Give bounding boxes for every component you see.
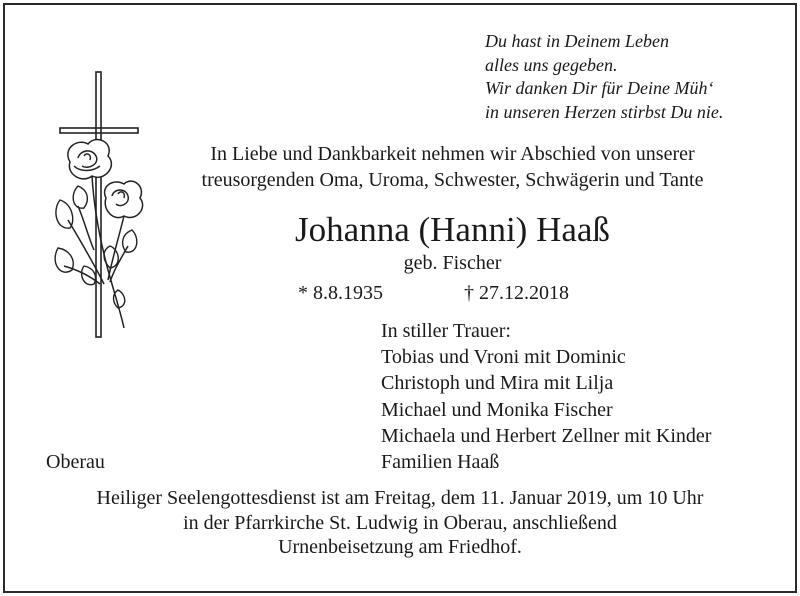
mourners-list: [381, 318, 711, 475]
cross-with-roses-icon: [48, 70, 158, 340]
mourner-entry: Tobias und Vroni mit Dominic: [381, 346, 626, 369]
service-line: Urnenbeisetzung am Friedhof.: [278, 536, 522, 558]
mourner-entry: Michael und Monika Fischer: [381, 398, 613, 421]
poem-line: Du hast in Deinem Leben: [485, 31, 669, 51]
maiden-name: geb. Fischer: [403, 252, 502, 274]
poem-line: in unseren Herzen stirbst Du nie.: [485, 101, 724, 122]
intro-text: [160, 141, 745, 193]
service-info: [0, 486, 800, 560]
poem: [485, 30, 723, 124]
place-name: Oberau: [46, 451, 105, 473]
service-line: in der Pfarrkirche St. Ludwig in Oberau, anschließend: [183, 511, 617, 534]
service-line: Heiliger Seelengottesdienst ist am Freitag, dem 11. Januar 2019, um 10 Uhr: [96, 487, 704, 509]
mourner-entry: Familien Haaß: [381, 451, 500, 474]
death-date: † 27.12.2018: [464, 282, 569, 304]
mourner-entry: Michaela und Herbert Zellner mit Kinder: [381, 424, 712, 447]
birth-date: * 8.8.1935: [298, 282, 383, 304]
poem-line: Wir danken Dir für Deine Müh‘: [485, 78, 714, 98]
intro-line: In Liebe und Dankbarkeit nehmen wir Abschied von unserer: [210, 143, 695, 165]
mourners-heading: In stiller Trauer:: [381, 320, 511, 342]
intro-line: treusorgenden Oma, Uroma, Schwester, Schwägerin und Tante: [201, 169, 704, 191]
mourner-entry: Christoph und Mira mit Lilja: [381, 372, 614, 395]
deceased-name: Johanna (Hanni) Haaß: [295, 210, 610, 249]
poem-line: alles uns gegeben.: [485, 54, 618, 75]
